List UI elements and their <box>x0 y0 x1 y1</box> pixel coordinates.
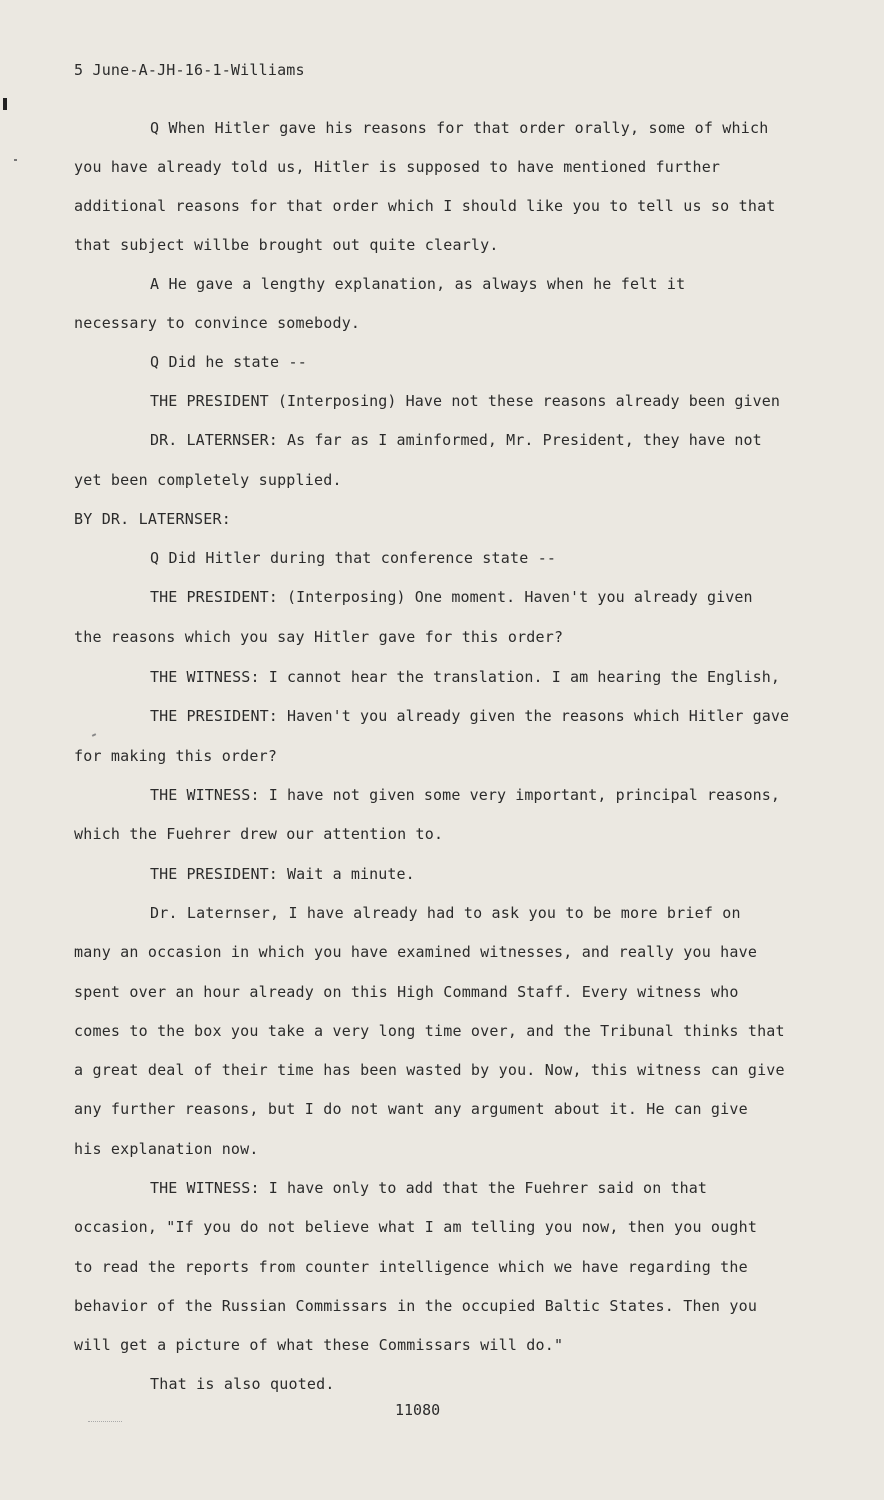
margin-mark <box>3 98 7 110</box>
margin-scribble <box>88 1415 122 1422</box>
transcript-line: will get a picture of what these Commissars will do." <box>74 1336 564 1354</box>
transcript-line: THE PRESIDENT: Wait a minute. <box>150 865 415 883</box>
transcript-line: Dr. Laternser, I have already had to ask you to be more brief on <box>150 904 741 922</box>
transcript-line: Q Did Hitler during that conference state -- <box>150 549 557 567</box>
transcript-line: which the Fuehrer drew our attention to. <box>74 825 444 843</box>
transcript-line: comes to the box you take a very long time over, and the Tribunal thinks that <box>74 1022 785 1040</box>
transcript-line: his explanation now. <box>74 1140 259 1158</box>
margin-dot <box>92 733 96 737</box>
transcript-line: THE WITNESS: I have only to add that the Fuehrer said on that <box>150 1179 707 1197</box>
transcript-line: Q Did he state -- <box>150 353 307 371</box>
margin-dot <box>14 159 17 161</box>
page-header: 5 June-A-JH-16-1-Williams <box>74 61 305 79</box>
transcript-line: That is also quoted. <box>150 1375 335 1393</box>
page-number: 11080 <box>395 1401 441 1419</box>
examination-heading: BY DR. LATERNSER: <box>74 510 231 528</box>
transcript-line: THE WITNESS: I cannot hear the translation. I am hearing the English, <box>150 668 781 686</box>
transcript-line: occasion, "If you do not believe what I am telling you now, then you ought <box>74 1218 758 1236</box>
transcript-line: for making this order? <box>74 747 278 765</box>
transcript-line: necessary to convince somebody. <box>74 314 361 332</box>
transcript-line: THE PRESIDENT (Interposing) Have not these reasons already been given <box>150 392 781 410</box>
transcript-line: any further reasons, but I do not want any argument about it. He can give <box>74 1100 748 1118</box>
transcript-line: THE PRESIDENT: (Interposing) One moment. Haven't you already given <box>150 588 753 606</box>
transcript-line: a great deal of their time has been wasted by you. Now, this witness can give <box>74 1061 785 1079</box>
transcript-line: the reasons which you say Hitler gave for this order? <box>74 628 564 646</box>
transcript-line: A He gave a lengthy explanation, as always when he felt it <box>150 275 686 293</box>
transcript-line: spent over an hour already on this High Command Staff. Every witness who <box>74 983 739 1001</box>
transcript-line: additional reasons for that order which I should like you to tell us so that <box>74 197 776 215</box>
transcript-line: THE WITNESS: I have not given some very important, principal reasons, <box>150 786 781 804</box>
transcript-line: that subject willbe brought out quite clearly. <box>74 236 499 254</box>
transcript-line: you have already told us, Hitler is supposed to have mentioned further <box>74 158 721 176</box>
transcript-line: behavior of the Russian Commissars in the occupied Baltic States. Then you <box>74 1297 758 1315</box>
transcript-line: to read the reports from counter intelligence which we have regarding the <box>74 1258 748 1276</box>
transcript-line: DR. LATERNSER: As far as I aminformed, Mr. President, they have not <box>150 431 762 449</box>
transcript-line: yet been completely supplied. <box>74 471 342 489</box>
transcript-line: THE PRESIDENT: Haven't you already given the reasons which Hitler gave <box>150 707 790 725</box>
transcript-line: Q When Hitler gave his reasons for that order orally, some of which <box>150 119 769 137</box>
transcript-line: many an occasion in which you have examined witnesses, and really you have <box>74 943 758 961</box>
